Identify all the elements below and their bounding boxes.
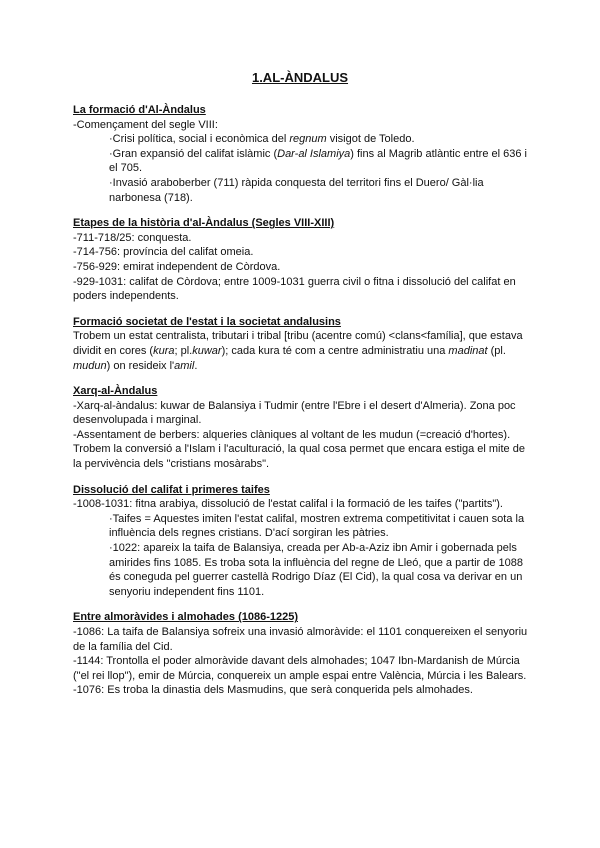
text-run: ); cada kura té com a centre administratiu una <box>221 344 449 357</box>
text-run: -711-718/25: conquesta. <box>73 231 192 244</box>
section-heading: Xarq-al-Àndalus <box>73 385 158 398</box>
italic-term: Dar-al Islamiya <box>277 147 351 160</box>
indented-paragraph <box>73 176 533 205</box>
paragraph <box>73 497 533 512</box>
text-run: ; pl. <box>174 344 193 357</box>
text-run: visigot de Toledo. <box>326 133 415 146</box>
text-run: ·Gran expansió del califat islàmic ( <box>109 147 278 160</box>
text-run: (pl. <box>487 344 506 357</box>
text-run: ·Invasió araboberber (711) ràpida conquesta del territori fins el Duero/ Gàl·lia narbonesa (718). <box>109 176 484 204</box>
text-run: Trobem un estat centralista, tributari i tribal [tribu (acentre comú) <clans<família], que estava dividit en cores ( <box>73 330 523 357</box>
indented-paragraph <box>73 132 533 147</box>
section <box>73 315 533 373</box>
text-run: -929-1031: califat de Còrdova; entre 1009-1031 guerra civil o fitna i dissolució del califat en poders independents. <box>73 275 516 303</box>
italic-term: mudun <box>73 359 107 372</box>
paragraph <box>73 399 533 428</box>
indented-paragraph <box>73 512 533 541</box>
text-run: -1008-1031: fitna arabiya, dissolució de l'estat califal i la formació de les taifes ("partits"). <box>73 498 503 511</box>
text-run: ·1022: apareix la taifa de Balansiya, creada per Ab-a-Aziz ibn Amir i gobernada pels amirides fins 1085. Es troba sota la influència del regne de Lleó, que a partir de 1088 és coneguda pel guerrer castellà Rodrigo Díaz (El Cid), la qual cosa va derivar en un senyoriu independent fins 1101. <box>109 542 523 598</box>
text-run: ) fins al Magrib atlàntic entre el 636 i el 705. <box>109 147 527 175</box>
section <box>73 610 533 698</box>
paragraph <box>73 260 533 275</box>
section-heading: Entre almoràvides i almohades (1086-1225) <box>73 611 298 624</box>
paragraph <box>73 245 533 260</box>
paragraph <box>73 275 533 304</box>
page-title: 1.AL-ÀNDALUS <box>251 70 349 85</box>
document-body <box>73 103 533 709</box>
section <box>73 216 533 304</box>
paragraph <box>73 683 533 698</box>
indented-paragraph <box>73 541 533 599</box>
section-heading: Dissolució del califat i primeres taifes <box>73 483 270 496</box>
paragraph <box>73 625 533 654</box>
text-run: -1076: Es troba la dinastia dels Masmudins, que serà conquerida pels almohades. <box>73 684 473 697</box>
text-run: -1144: Trontolla el poder almoràvide davant dels almohades; 1047 Ibn-Mardanish de Múrcia ("el rei llop"), emir de Múrcia, conquereix un ample espai entre València, Múrcia i les Balears. <box>73 655 527 682</box>
text-run: -Xarq-al-àndalus: kuwar de Balansiya i Tudmir (entre l'Ebre i el desert d'Almeria). Zona poc desenvolupada i marginal. <box>73 399 516 427</box>
italic-term: regnum <box>289 133 327 146</box>
text-run: -1086: La taifa de Balansiya sofreix una invasió almoràvide: el 1101 conquereixen el senyoriu de la família del Cid. <box>73 626 528 653</box>
paragraph <box>73 428 533 472</box>
italic-term: kura <box>153 344 175 357</box>
italic-term: madinat <box>448 344 488 357</box>
text-run: ·Taifes = Aquestes imiten l'estat califal, mostren extrema competitivitat i cauen sota la influència dels regnes cristians. D'ací sorgiran les pàtries. <box>109 512 525 540</box>
section <box>73 483 533 600</box>
paragraph <box>73 118 533 133</box>
text-run: -714-756: província del califat omeia. <box>73 246 254 259</box>
section <box>73 384 533 472</box>
paragraph <box>73 329 533 373</box>
text-run: ) on resideix l' <box>106 359 175 372</box>
paragraph <box>73 654 533 683</box>
text-run: -756-929: emirat independent de Còrdova. <box>73 260 281 273</box>
italic-term: amil <box>174 359 195 372</box>
text-run: . <box>194 359 198 372</box>
section <box>73 103 533 205</box>
text-run: -Començament del segle VIII: <box>73 118 218 131</box>
text-run: ·Crisi política, social i econòmica del <box>109 133 290 146</box>
text-run: -Assentament de berbers: alqueries clàniques al voltant de les mudun (=creació d'hortes). Trobem la conversió a l'Islam i l'aculturació, la qual cosa permet que encara estiga el mite de la pervivència dels "cristians mosàrabs". <box>73 428 525 471</box>
section-heading: La formació d'Al-Àndalus <box>73 104 206 116</box>
indented-paragraph <box>73 147 533 176</box>
section-heading: Formació societat de l'estat i la societat andalusins <box>73 315 341 328</box>
italic-term: kuwar <box>192 344 222 357</box>
paragraph <box>73 231 533 246</box>
section-heading: Etapes de la història d'al-Àndalus (Segles VIII-XIII) <box>73 217 335 230</box>
